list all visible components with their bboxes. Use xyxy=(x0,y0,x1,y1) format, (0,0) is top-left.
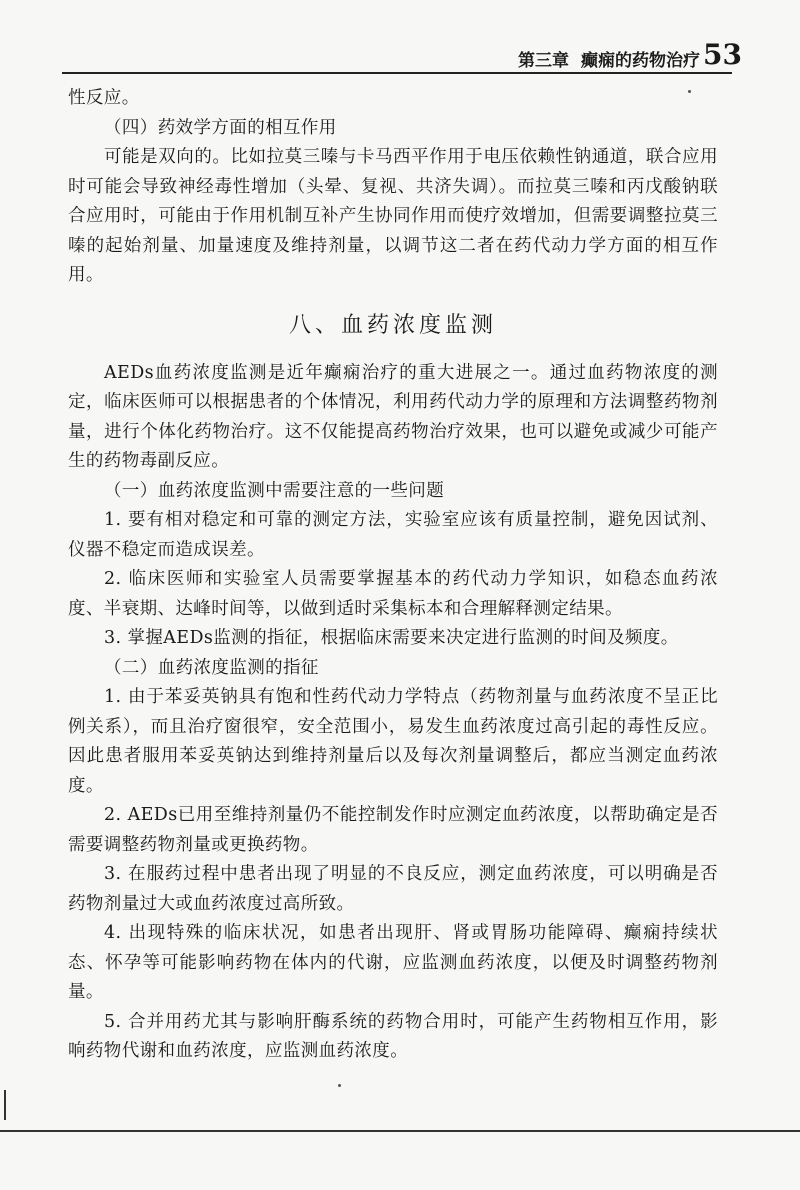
paragraph-interaction: 可能是双向的。比如拉莫三嗪与卡马西平作用于电压依赖性钠通道，联合应用时可能会导致神经毒性增加（头晕、复视、共济失调）。而拉莫三嗪和丙戊酸钠联合应用时，可能由于作用机制互补产生协同作用而使疗效增加，但需要调整拉莫三嗪的起始剂量、加量速度及维持剂量，以调节这二者在药代动力学方面的相互作用。 xyxy=(68,147,718,285)
subheading-pharmacodynamics: （四）药效学方面的相互作用 xyxy=(104,117,337,138)
page-number: 53 xyxy=(703,38,742,71)
page-body xyxy=(68,84,718,1067)
list-item-issue-3: 3. 掌握AEDs监测的指征，根据临床需要来决定进行监测的时间及频度。 xyxy=(104,628,679,648)
paragraph-intro: AEDs血药浓度监测是近年癫痫治疗的重大进展之一。通过血药物浓度的测定，临床医师可以根据患者的个体情况，利用药代动力学的原理和方法调整药物剂量，进行个体化药物治疗。这不仅能提高药物治疗效果，也可以避免或减少可能产生的药物毒副反应。 xyxy=(68,362,718,471)
header-rule xyxy=(62,72,732,74)
margin-dot xyxy=(338,1084,341,1087)
list-item-indication-1: 1. 由于苯妥英钠具有饱和性药代动力学特点（药物剂量与血药浓度不呈正比例关系），而且治疗窗很窄，安全范围小，易发生血药浓度过高引起的毒性反应。因此患者服用苯妥英钠达到维持剂量后以及每次剂量调整后，都应当测定血药浓度。 xyxy=(68,687,718,796)
list-item-indication-3: 3. 在服药过程中患者出现了明显的不良反应，测定血药浓度，可以明确是否药物剂量过大或血药浓度过高所致。 xyxy=(68,864,718,914)
section-title: 八、血药浓度监测 xyxy=(288,312,497,338)
list-item-issue-1: 1. 要有相对稳定和可靠的测定方法，实验室应该有质量控制，避免因试剂、仪器不稳定而造成误差。 xyxy=(68,510,718,560)
subheading-issues: （一）血药浓度监测中需要注意的一些问题 xyxy=(104,480,445,501)
chapter-title: 癫痫的药物治疗 xyxy=(581,51,700,71)
binding-edge-mark xyxy=(4,1090,6,1120)
list-item-indication-2: 2. AEDs已用至维持剂量仍不能控制发作时应测定血药浓度，以帮助确定是否需要调整药物剂量或更换药物。 xyxy=(68,805,718,855)
running-head xyxy=(506,46,700,71)
paragraph-continuation: 性反应。 xyxy=(68,88,140,108)
footer-rule xyxy=(0,1130,800,1132)
list-item-indication-4: 4. 出现特殊的临床状况，如患者出现肝、肾或胃肠功能障碍、癫痫持续状态、怀孕等可能影响药物在体内的代谢，应监测血药浓度，以便及时调整药物剂量。 xyxy=(68,923,718,1002)
subheading-indications: （二）血药浓度监测的指征 xyxy=(104,657,319,678)
list-item-issue-2: 2. 临床医师和实验室人员需要掌握基本的药代动力学知识，如稳态血药浓度、半衰期、达峰时间等，以做到适时采集标本和合理解释测定结果。 xyxy=(68,569,718,619)
list-item-indication-5: 5. 合并用药尤其与影响肝酶系统的药物合用时，可能产生药物相互作用，影响药物代谢和血药浓度，应监测血药浓度。 xyxy=(68,1011,718,1061)
chapter-label: 第三章 xyxy=(518,51,569,71)
